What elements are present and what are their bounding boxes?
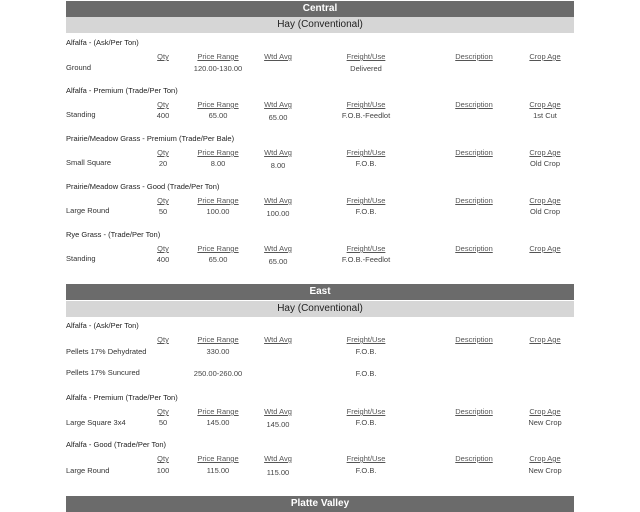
row-freight: F.O.B.-Feedlot (341, 255, 391, 264)
col-header-freight: Freight/Use (346, 100, 386, 109)
row-qty: 50 (158, 207, 168, 216)
col-header-wtd-avg: Wtd Avg (264, 244, 292, 253)
group-title: Alfalfa - Premium (Trade/Per Ton) (66, 86, 178, 95)
row-name: Large Square 3x4 (66, 418, 126, 427)
col-header-crop-age: Crop Age (529, 196, 561, 205)
row-crop-age: Old Crop (529, 159, 560, 168)
row-price-range: 65.00 (208, 255, 228, 264)
row-name: Large Round (66, 466, 110, 475)
row-price-range: 100.00 (206, 207, 230, 216)
col-header-freight: Freight/Use (346, 407, 386, 416)
row-wtd-avg: 8.00 (270, 161, 286, 170)
row-qty: 400 (156, 111, 170, 120)
price-group (66, 86, 574, 130)
col-header-description: Description (455, 148, 493, 157)
row-qty: 20 (158, 159, 168, 168)
group-title: Alfalfa - (Ask/Per Ton) (66, 38, 139, 47)
row-price-range: 250.00-260.00 (193, 369, 243, 378)
price-group (66, 321, 574, 391)
row-wtd-avg: 65.00 (268, 113, 288, 122)
row-freight: Delivered (350, 64, 382, 73)
col-header-price-range: Price Range (197, 244, 239, 253)
row-wtd-avg: 115.00 (266, 468, 290, 477)
col-header-description: Description (455, 244, 493, 253)
col-header-description: Description (455, 335, 493, 344)
row-name: Small Square (66, 158, 112, 167)
col-header-qty: Qty (157, 244, 169, 253)
col-header-price-range: Price Range (197, 196, 239, 205)
hay-type-header-east: Hay (Conventional) (66, 301, 574, 317)
col-header-wtd-avg: Wtd Avg (264, 407, 292, 416)
col-header-price-range: Price Range (197, 335, 239, 344)
col-header-crop-age: Crop Age (529, 407, 561, 416)
group-title: Rye Grass - (Trade/Per Ton) (66, 230, 161, 239)
col-header-price-range: Price Range (197, 454, 239, 463)
col-header-price-range: Price Range (197, 100, 239, 109)
region-header-platte-valley: Platte Valley (66, 496, 574, 512)
col-header-crop-age: Crop Age (529, 148, 561, 157)
row-price-range: 145.00 (206, 418, 230, 427)
price-group (66, 393, 574, 437)
col-header-wtd-avg: Wtd Avg (264, 196, 292, 205)
col-header-crop-age: Crop Age (529, 244, 561, 253)
row-price-range: 115.00 (206, 466, 230, 475)
row-qty: 50 (158, 418, 168, 427)
col-header-description: Description (455, 407, 493, 416)
col-header-qty: Qty (157, 335, 169, 344)
price-group (66, 134, 574, 178)
row-freight: F.O.B. (355, 418, 377, 427)
col-header-freight: Freight/Use (346, 335, 386, 344)
row-wtd-avg: 100.00 (266, 209, 290, 218)
col-header-qty: Qty (157, 100, 169, 109)
col-header-crop-age: Crop Age (529, 100, 561, 109)
col-header-description: Description (455, 100, 493, 109)
col-header-wtd-avg: Wtd Avg (264, 148, 292, 157)
col-header-qty: Qty (157, 52, 169, 61)
price-group (66, 182, 574, 226)
col-header-freight: Freight/Use (346, 52, 386, 61)
col-header-wtd-avg: Wtd Avg (264, 52, 292, 61)
group-title: Alfalfa - Good (Trade/Per Ton) (66, 440, 167, 449)
col-header-qty: Qty (157, 407, 169, 416)
row-qty: 400 (156, 255, 170, 264)
price-group (66, 230, 574, 274)
row-name: Ground (66, 63, 92, 72)
row-name: Standing (66, 254, 96, 263)
row-name: Standing (66, 110, 96, 119)
col-header-price-range: Price Range (197, 52, 239, 61)
col-header-description: Description (455, 454, 493, 463)
region-header-central: Central (66, 1, 574, 17)
row-price-range: 120.00-130.00 (193, 64, 243, 73)
row-name: Pellets 17% Dehydrated (66, 347, 147, 356)
col-header-price-range: Price Range (197, 407, 239, 416)
col-header-price-range: Price Range (197, 148, 239, 157)
col-header-crop-age: Crop Age (529, 335, 561, 344)
row-price-range: 8.00 (210, 159, 226, 168)
group-title: Prairie/Meadow Grass - Premium (Trade/Per Bale) (66, 134, 235, 143)
col-header-description: Description (455, 52, 493, 61)
row-price-range: 330.00 (206, 347, 230, 356)
col-header-wtd-avg: Wtd Avg (264, 100, 292, 109)
row-name: Large Round (66, 206, 110, 215)
col-header-qty: Qty (157, 454, 169, 463)
col-header-freight: Freight/Use (346, 454, 386, 463)
row-crop-age: Old Crop (529, 207, 560, 216)
col-header-freight: Freight/Use (346, 196, 386, 205)
col-header-wtd-avg: Wtd Avg (264, 335, 292, 344)
row-crop-age: New Crop (528, 466, 562, 475)
price-group (66, 38, 574, 82)
col-header-crop-age: Crop Age (529, 454, 561, 463)
row-qty: 100 (156, 466, 170, 475)
row-freight: F.O.B. (355, 207, 377, 216)
hay-type-header-central: Hay (Conventional) (66, 17, 574, 33)
group-title: Alfalfa - Premium (Trade/Per Ton) (66, 393, 178, 402)
row-freight: F.O.B.-Feedlot (341, 111, 391, 120)
row-wtd-avg: 65.00 (268, 257, 288, 266)
col-header-freight: Freight/Use (346, 148, 386, 157)
col-header-qty: Qty (157, 196, 169, 205)
region-header-east: East (66, 284, 574, 300)
row-freight: F.O.B. (355, 159, 377, 168)
col-header-wtd-avg: Wtd Avg (264, 454, 292, 463)
col-header-qty: Qty (157, 148, 169, 157)
col-header-freight: Freight/Use (346, 244, 386, 253)
row-wtd-avg: 145.00 (266, 420, 290, 429)
group-title: Prairie/Meadow Grass - Good (Trade/Per Ton) (66, 182, 220, 191)
row-crop-age: 1st Cut (533, 111, 557, 120)
row-freight: F.O.B. (355, 466, 377, 475)
row-freight: F.O.B. (355, 347, 377, 356)
col-header-description: Description (455, 196, 493, 205)
row-name: Pellets 17% Suncured (66, 368, 140, 377)
price-group (66, 440, 574, 484)
row-crop-age: New Crop (528, 418, 562, 427)
row-freight: F.O.B. (355, 369, 377, 378)
group-title: Alfalfa - (Ask/Per Ton) (66, 321, 139, 330)
col-header-crop-age: Crop Age (529, 52, 561, 61)
row-price-range: 65.00 (208, 111, 228, 120)
